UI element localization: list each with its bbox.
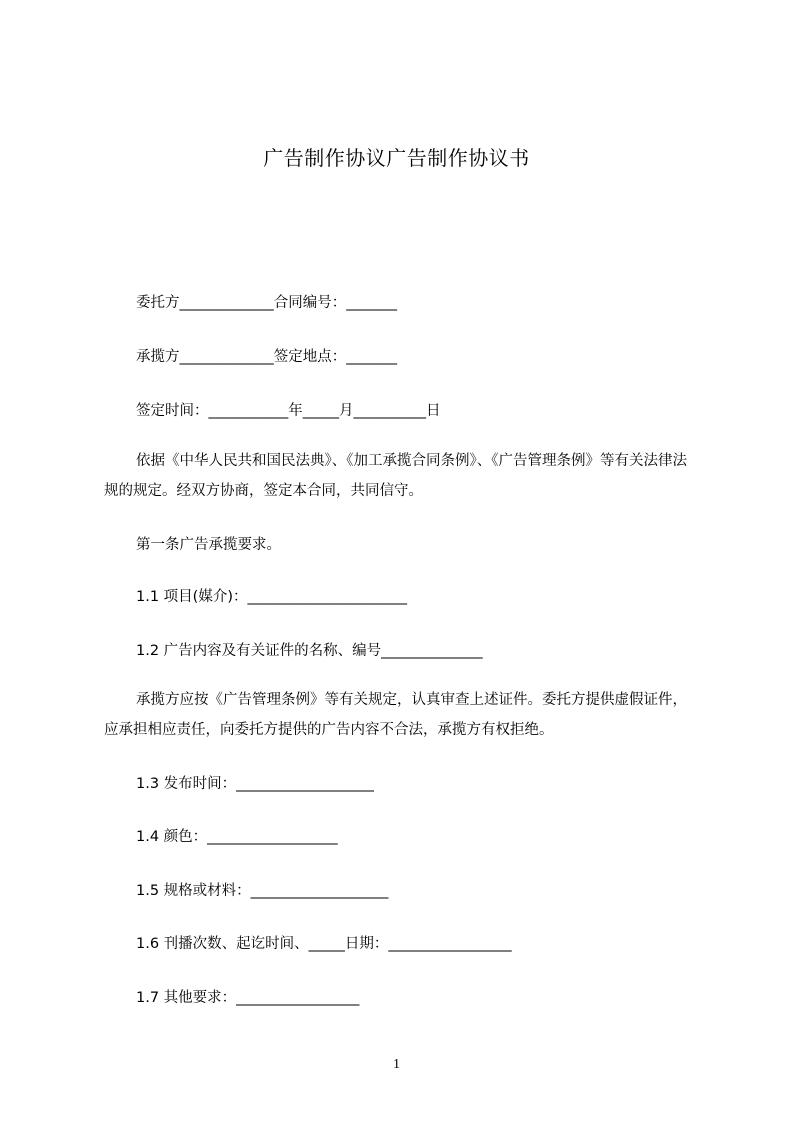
intro-paragraph: 依据《中华人民共和国民法典》、《加工承揽合同条例》、《广告管理条例》等有关法律法规的规定。经双方协商，签定本合同，共同信守。 <box>104 453 687 499</box>
item-1-7: 1.7 其他要求：_________________ <box>136 990 360 1006</box>
article-1-heading: 第一条广告承揽要求。 <box>136 537 281 553</box>
item-1-2: 1.2 广告内容及有关证件的名称、编号______________ <box>136 643 483 659</box>
document-title: 广告制作协议广告制作协议书 <box>263 146 530 170</box>
review-paragraph: 承揽方应按《广告管理条例》等有关规定，认真审查上述证件。委托方提供虚假证件，应承担相应责任，向委托方提供的广告内容不合法，承揽方有权拒绝。 <box>104 692 687 738</box>
item-1-4: 1.4 颜色：__________________ <box>136 829 338 845</box>
item-1-5: 1.5 规格或材料：___________________ <box>136 883 389 899</box>
item-1-6: 1.6 刊播次数、起讫时间、_____日期：_________________ <box>136 936 512 952</box>
contractor-line: 承揽方_____________签定地点：_______ <box>136 349 397 365</box>
client-line: 委托方_____________合同编号：_______ <box>136 295 397 311</box>
item-1-3: 1.3 发布时间：___________________ <box>136 776 374 792</box>
sign-time-line: 签定时间：___________年_____月__________日 <box>136 403 441 419</box>
page-number: 1 <box>393 1057 400 1072</box>
item-1-1: 1.1 项目(媒介)：______________________ <box>136 589 407 605</box>
